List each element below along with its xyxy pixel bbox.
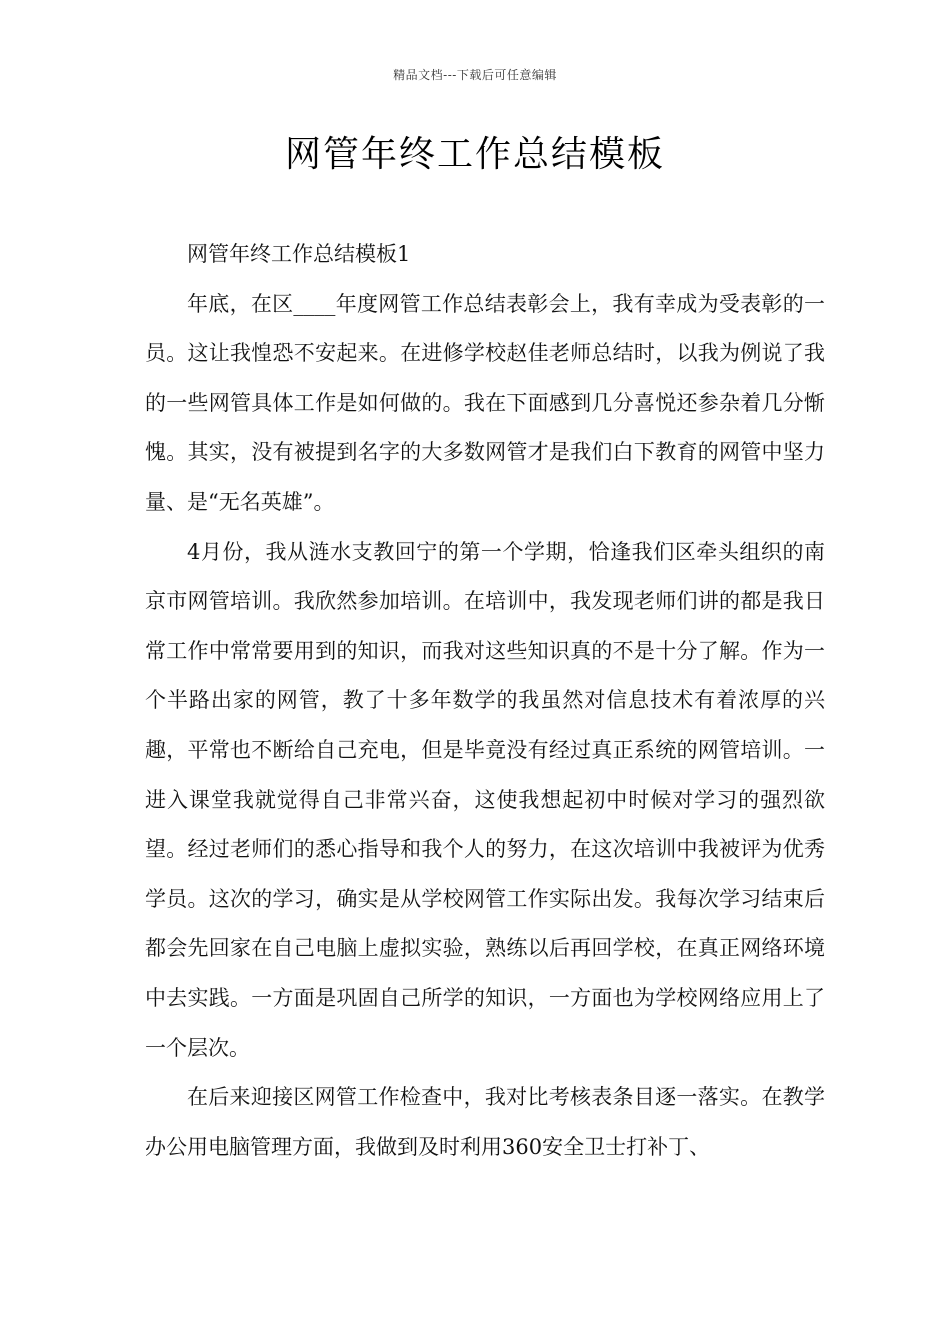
paragraph: 在后来迎接区网管工作检查中，我对比考核表条目逐一落实。在教学办公用电脑管理方面，我做到及时利用360安全卫士打补丁、 [145,1085,825,1159]
section-heading: 网管年终工作总结模板1 [187,242,411,266]
header-note: 精品文档---下载后可任意编辑 [393,68,557,82]
document-title: 网管年终工作总结模板 [284,134,665,175]
paragraph: 4月份，我从涟水支教回宁的第一个学期，恰逢我们区牵头组织的南京市网管培训。我欣然参加培训。在培训中，我发现老师们讲的都是我日常工作中常常要用到的知识，而我对这些知识真的不是十分了解。作为一个半路出家的网管，教了十多年数学的我虽然对信息技术有着浓厚的兴趣，平常也不断给自己充电，但是毕竟没有经过真正系统的网管培训。一进入课堂我就觉得自己非常兴奋，这使我想起初中时候对学习的强烈欲望。经过老师们的悉心指导和我个人的努力，在这次培训中我被评为优秀学员。这次的学习，确实是从学校网管工作实际出发。我每次学习结束后都会先回家在自己电脑上虚拟实验，熟练以后再回学校，在真正网络环境中去实践。一方面是巩固自己所学的知识，一方面也为学校网络应用上了一个层次。 [145,539,825,1060]
document-body [145,230,825,1172]
paragraph: 年底，在区____年度网管工作总结表彰会上，我有幸成为受表彰的一员。这让我惶恐不安起来。在进修学校赵佳老师总结时，以我为例说了我的一些网管具体工作是如何做的。我在下面感到几分喜悦还参杂着几分惭愧。其实，没有被提到名字的大多数网管才是我们白下教育的网管中坚力量、是“无名英雄”。 [145,291,825,514]
